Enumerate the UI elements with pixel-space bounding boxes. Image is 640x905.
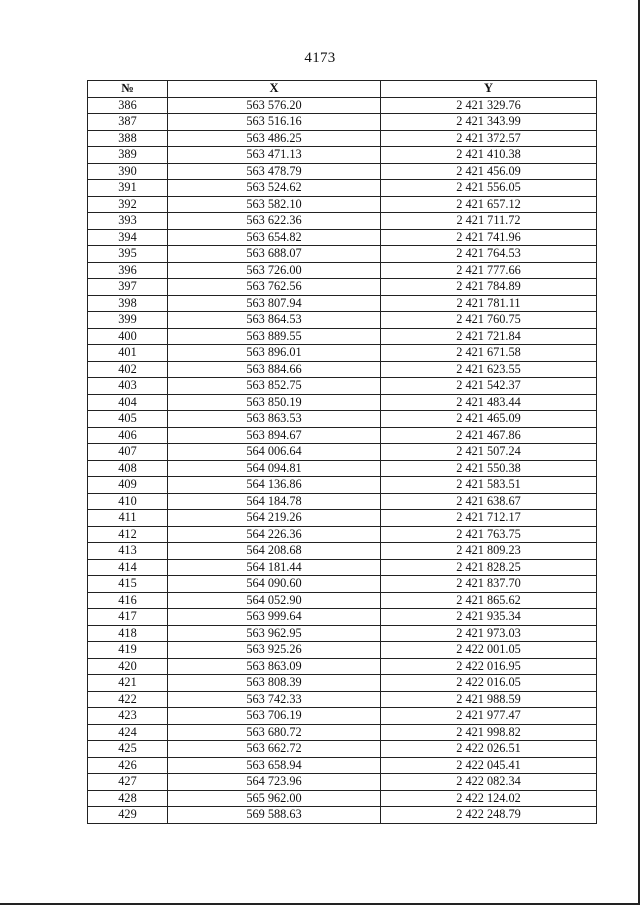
- cell-y: 2 421 329.76: [381, 97, 597, 114]
- cell-number: 419: [88, 642, 168, 659]
- cell-x: 563 680.72: [168, 724, 381, 741]
- cell-x: 563 884.66: [168, 361, 381, 378]
- cell-x: 563 524.62: [168, 180, 381, 197]
- cell-x: 563 486.25: [168, 130, 381, 147]
- cell-x: 563 762.56: [168, 279, 381, 296]
- cell-y: 2 421 410.38: [381, 147, 597, 164]
- cell-y: 2 421 556.05: [381, 180, 597, 197]
- cell-y: 2 421 764.53: [381, 246, 597, 263]
- cell-x: 564 226.36: [168, 526, 381, 543]
- cell-y: 2 421 763.75: [381, 526, 597, 543]
- cell-x: 563 925.26: [168, 642, 381, 659]
- cell-y: 2 421 828.25: [381, 559, 597, 576]
- cell-x: 563 706.19: [168, 708, 381, 725]
- cell-x: 563 863.09: [168, 658, 381, 675]
- cell-y: 2 422 124.02: [381, 790, 597, 807]
- cell-x: 563 622.36: [168, 213, 381, 230]
- cell-number: 421: [88, 675, 168, 692]
- cell-number: 422: [88, 691, 168, 708]
- cell-y: 2 421 343.99: [381, 114, 597, 131]
- cell-x: 563 688.07: [168, 246, 381, 263]
- cell-x: 564 723.96: [168, 774, 381, 791]
- table-row: [88, 510, 597, 527]
- table-row: [88, 807, 597, 824]
- cell-x: 564 181.44: [168, 559, 381, 576]
- cell-x: 563 889.55: [168, 328, 381, 345]
- table-body: [88, 97, 597, 823]
- cell-y: 2 421 973.03: [381, 625, 597, 642]
- cell-y: 2 421 372.57: [381, 130, 597, 147]
- table-row: [88, 576, 597, 593]
- cell-number: 417: [88, 609, 168, 626]
- cell-number: 391: [88, 180, 168, 197]
- cell-number: 394: [88, 229, 168, 246]
- cell-x: 563 999.64: [168, 609, 381, 626]
- cell-number: 425: [88, 741, 168, 758]
- table-row: [88, 279, 597, 296]
- cell-y: 2 421 671.58: [381, 345, 597, 362]
- table-row: [88, 361, 597, 378]
- cell-x: 564 006.64: [168, 444, 381, 461]
- cell-number: 388: [88, 130, 168, 147]
- table-header-row: [88, 81, 597, 98]
- table-row: [88, 609, 597, 626]
- cell-x: 563 852.75: [168, 378, 381, 395]
- table-row: [88, 147, 597, 164]
- cell-y: 2 421 507.24: [381, 444, 597, 461]
- cell-x: 563 896.01: [168, 345, 381, 362]
- cell-x: 563 726.00: [168, 262, 381, 279]
- cell-number: 403: [88, 378, 168, 395]
- table-row: [88, 642, 597, 659]
- table-row: [88, 394, 597, 411]
- cell-number: 410: [88, 493, 168, 510]
- table-row: [88, 378, 597, 395]
- cell-y: 2 422 045.41: [381, 757, 597, 774]
- cell-x: 564 090.60: [168, 576, 381, 593]
- table-row: [88, 724, 597, 741]
- cell-x: 563 808.39: [168, 675, 381, 692]
- table-row: [88, 741, 597, 758]
- cell-number: 402: [88, 361, 168, 378]
- cell-number: 390: [88, 163, 168, 180]
- cell-y: 2 421 837.70: [381, 576, 597, 593]
- cell-number: 400: [88, 328, 168, 345]
- cell-x: 563 576.20: [168, 97, 381, 114]
- cell-number: 427: [88, 774, 168, 791]
- table-row: [88, 213, 597, 230]
- table-row: [88, 559, 597, 576]
- cell-number: 389: [88, 147, 168, 164]
- cell-number: 412: [88, 526, 168, 543]
- cell-number: 413: [88, 543, 168, 560]
- cell-y: 2 421 784.89: [381, 279, 597, 296]
- cell-y: 2 421 809.23: [381, 543, 597, 560]
- cell-number: 426: [88, 757, 168, 774]
- cell-number: 387: [88, 114, 168, 131]
- table-row: [88, 345, 597, 362]
- table-row: [88, 543, 597, 560]
- cell-x: 563 807.94: [168, 295, 381, 312]
- table-row: [88, 625, 597, 642]
- cell-y: 2 421 550.38: [381, 460, 597, 477]
- cell-y: 2 422 016.95: [381, 658, 597, 675]
- header-y: Y: [381, 81, 597, 98]
- cell-x: 563 894.67: [168, 427, 381, 444]
- cell-number: 397: [88, 279, 168, 296]
- cell-x: 564 208.68: [168, 543, 381, 560]
- table-row: [88, 444, 597, 461]
- table-row: [88, 246, 597, 263]
- table-row: [88, 295, 597, 312]
- table-row: [88, 229, 597, 246]
- table-row: [88, 526, 597, 543]
- cell-x: 563 850.19: [168, 394, 381, 411]
- table-row: [88, 493, 597, 510]
- cell-x: 564 094.81: [168, 460, 381, 477]
- table-row: [88, 312, 597, 329]
- table-row: [88, 130, 597, 147]
- cell-y: 2 421 977.47: [381, 708, 597, 725]
- cell-x: 564 184.78: [168, 493, 381, 510]
- cell-y: 2 421 721.84: [381, 328, 597, 345]
- cell-number: 415: [88, 576, 168, 593]
- cell-x: 563 582.10: [168, 196, 381, 213]
- cell-number: 429: [88, 807, 168, 824]
- cell-y: 2 421 760.75: [381, 312, 597, 329]
- cell-x: 564 219.26: [168, 510, 381, 527]
- table-row: [88, 675, 597, 692]
- table-row: [88, 328, 597, 345]
- table-row: [88, 262, 597, 279]
- cell-x: 563 662.72: [168, 741, 381, 758]
- cell-y: 2 421 777.66: [381, 262, 597, 279]
- table-row: [88, 196, 597, 213]
- cell-number: 386: [88, 97, 168, 114]
- cell-x: 563 654.82: [168, 229, 381, 246]
- cell-y: 2 422 248.79: [381, 807, 597, 824]
- cell-x: 564 136.86: [168, 477, 381, 494]
- cell-y: 2 421 781.11: [381, 295, 597, 312]
- cell-number: 411: [88, 510, 168, 527]
- cell-x: 563 962.95: [168, 625, 381, 642]
- cell-y: 2 421 483.44: [381, 394, 597, 411]
- cell-y: 2 421 638.67: [381, 493, 597, 510]
- cell-number: 420: [88, 658, 168, 675]
- page-number: 4173: [304, 50, 336, 66]
- cell-y: 2 421 711.72: [381, 213, 597, 230]
- cell-y: 2 421 542.37: [381, 378, 597, 395]
- cell-number: 423: [88, 708, 168, 725]
- table-row: [88, 180, 597, 197]
- cell-x: 563 863.53: [168, 411, 381, 428]
- cell-y: 2 422 001.05: [381, 642, 597, 659]
- cell-y: 2 421 998.82: [381, 724, 597, 741]
- cell-y: 2 421 467.86: [381, 427, 597, 444]
- cell-y: 2 421 657.12: [381, 196, 597, 213]
- table-row: [88, 708, 597, 725]
- table-row: [88, 477, 597, 494]
- table-row: [88, 411, 597, 428]
- table-row: [88, 658, 597, 675]
- header-number: №: [88, 81, 168, 98]
- cell-y: 2 422 016.05: [381, 675, 597, 692]
- cell-y: 2 422 082.34: [381, 774, 597, 791]
- cell-number: 392: [88, 196, 168, 213]
- cell-x: 563 471.13: [168, 147, 381, 164]
- cell-number: 414: [88, 559, 168, 576]
- table-row: [88, 774, 597, 791]
- table-row: [88, 460, 597, 477]
- cell-number: 424: [88, 724, 168, 741]
- table-row: [88, 790, 597, 807]
- cell-number: 395: [88, 246, 168, 263]
- cell-number: 396: [88, 262, 168, 279]
- cell-number: 409: [88, 477, 168, 494]
- coordinates-table: [87, 80, 597, 824]
- cell-x: 563 658.94: [168, 757, 381, 774]
- table-row: [88, 757, 597, 774]
- table-row: [88, 97, 597, 114]
- cell-number: 406: [88, 427, 168, 444]
- cell-y: 2 421 741.96: [381, 229, 597, 246]
- cell-number: 393: [88, 213, 168, 230]
- cell-y: 2 421 935.34: [381, 609, 597, 626]
- cell-number: 428: [88, 790, 168, 807]
- cell-y: 2 421 988.59: [381, 691, 597, 708]
- table-row: [88, 163, 597, 180]
- cell-y: 2 421 583.51: [381, 477, 597, 494]
- cell-x: 563 478.79: [168, 163, 381, 180]
- cell-number: 399: [88, 312, 168, 329]
- cell-y: 2 421 465.09: [381, 411, 597, 428]
- cell-x: 565 962.00: [168, 790, 381, 807]
- cell-x: 564 052.90: [168, 592, 381, 609]
- cell-y: 2 421 865.62: [381, 592, 597, 609]
- cell-y: 2 421 623.55: [381, 361, 597, 378]
- cell-y: 2 422 026.51: [381, 741, 597, 758]
- cell-x: 563 516.16: [168, 114, 381, 131]
- cell-number: 408: [88, 460, 168, 477]
- cell-x: 569 588.63: [168, 807, 381, 824]
- cell-y: 2 421 456.09: [381, 163, 597, 180]
- header-x: X: [168, 81, 381, 98]
- table-row: [88, 427, 597, 444]
- cell-y: 2 421 712.17: [381, 510, 597, 527]
- cell-number: 401: [88, 345, 168, 362]
- cell-number: 405: [88, 411, 168, 428]
- cell-x: 563 864.53: [168, 312, 381, 329]
- cell-number: 416: [88, 592, 168, 609]
- cell-number: 418: [88, 625, 168, 642]
- table-row: [88, 691, 597, 708]
- cell-number: 404: [88, 394, 168, 411]
- table-row: [88, 114, 597, 131]
- cell-number: 398: [88, 295, 168, 312]
- cell-x: 563 742.33: [168, 691, 381, 708]
- cell-number: 407: [88, 444, 168, 461]
- table-row: [88, 592, 597, 609]
